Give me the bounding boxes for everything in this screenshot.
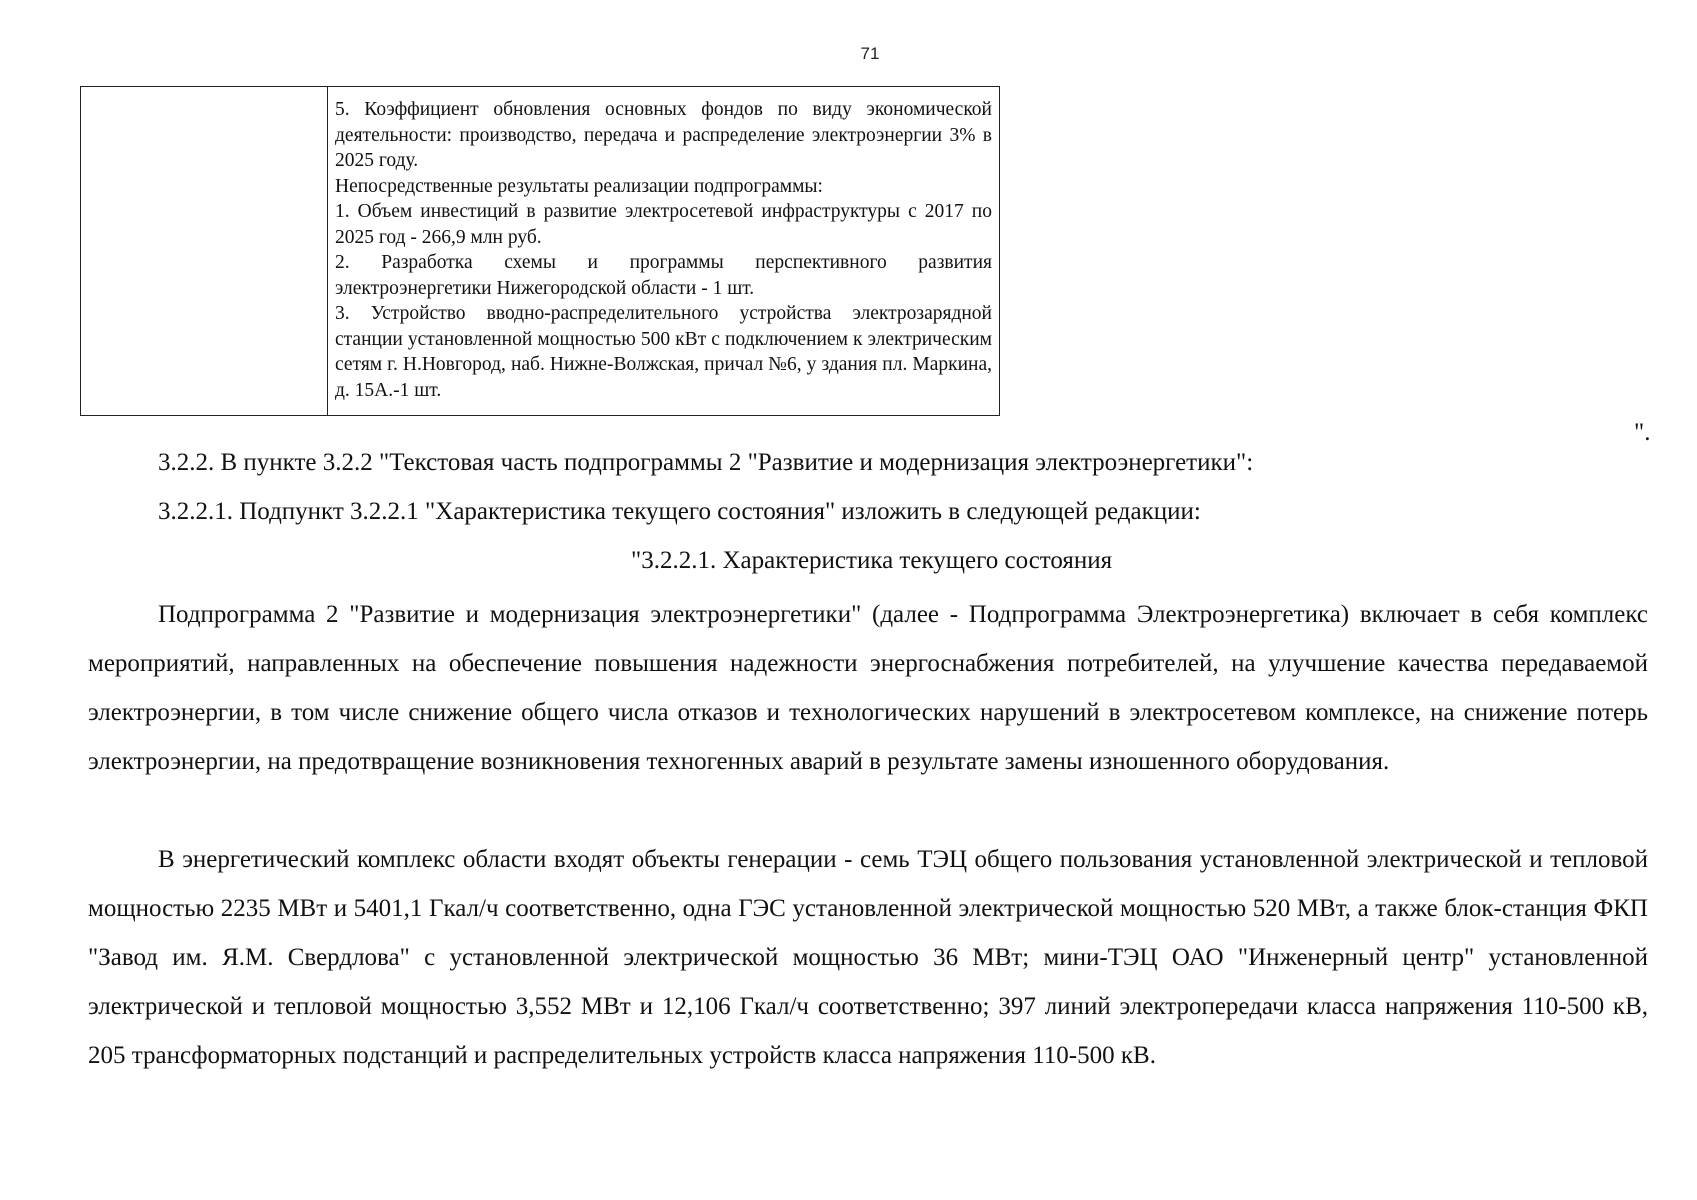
amendment-item-3-2-2: 3.2.2. В пункте 3.2.2 "Текстовая часть подпрограммы 2 "Развитие и модернизация электроэнергетики":: [158, 449, 1254, 476]
result-item-1: 1. Объем инвестиций в развитие электросетевой инфраструктуры с 2017 по 2025 год - 266,9 млн руб.: [335, 201, 992, 248]
program-passport-table: [80, 86, 1000, 416]
page-number: 71: [860, 44, 880, 63]
result-item-2: 2. Разработка схемы и программы перспективного развития электроэнергетики Нижегородской области - 1 шт.: [335, 252, 992, 299]
amendment-item-3-2-2-1: 3.2.2.1. Подпункт 3.2.2.1 "Характеристика текущего состояния" изложить в следующей редакции:: [158, 498, 1201, 525]
section-heading: "3.2.2.1. Характеристика текущего состояния: [631, 547, 1113, 574]
body-paragraph-subprogram: Подпрограмма 2 "Развитие и модернизация электроэнергетики" (далее - Подпрограмма Электроэнергетика) включает в себя комплекс мероприятий, направленных на обеспечение повышения надежности энергоснабжения потребителей, на улучшение качества передаваемой электроэнергии, в том числе снижение общего числа отказов и технологических нарушений в электросетевом комплексе, на снижение потерь электроэнергии, на предотвращение возникновения техногенных аварий в результате замены изношенного оборудования.: [88, 601, 1648, 775]
table-row: [81, 87, 1000, 416]
table-left-cell: [81, 87, 328, 416]
table-right-cell: [328, 87, 1000, 416]
indicator-item-5: 5. Коэффициент обновления основных фондов по виду экономической деятельности: производство, передача и распределение электроэнергии 3% в 2025 году.: [335, 99, 992, 171]
closing-quote: ".: [1634, 419, 1651, 446]
direct-results-heading: Непосредственные результаты реализации подпрограммы:: [335, 175, 823, 197]
result-item-3: 3. Устройство вводно-распределительного устройства электрозарядной станции установленной мощностью 500 кВт с подключением к электрическим сетям г. Н.Новгород, наб. Нижне-Волжская, причал №6, у здания пл. Маркина, д. 15А.-1 шт.: [335, 303, 992, 401]
body-paragraph-energy-complex: В энергетический комплекс области входят объекты генерации - семь ТЭЦ общего пользования установленной электрической и тепловой мощностью 2235 МВт и 5401,1 Гкал/ч соответственно, одна ГЭС установленной электрической мощностью 520 МВт, а также блок-станция ФКП "Завод им. Я.М. Свердлова" с установленной электрической мощностью 36 МВт; мини-ТЭЦ ОАО "Инженерный центр" установленной электрической и тепловой мощностью 3,552 МВт и 12,106 Гкал/ч соответственно; 397 линий электропередачи класса напряжения 110-500 кВ, 205 трансформаторных подстанций и распределительных устройств класса напряжения 110-500 кВ.: [88, 846, 1648, 1069]
